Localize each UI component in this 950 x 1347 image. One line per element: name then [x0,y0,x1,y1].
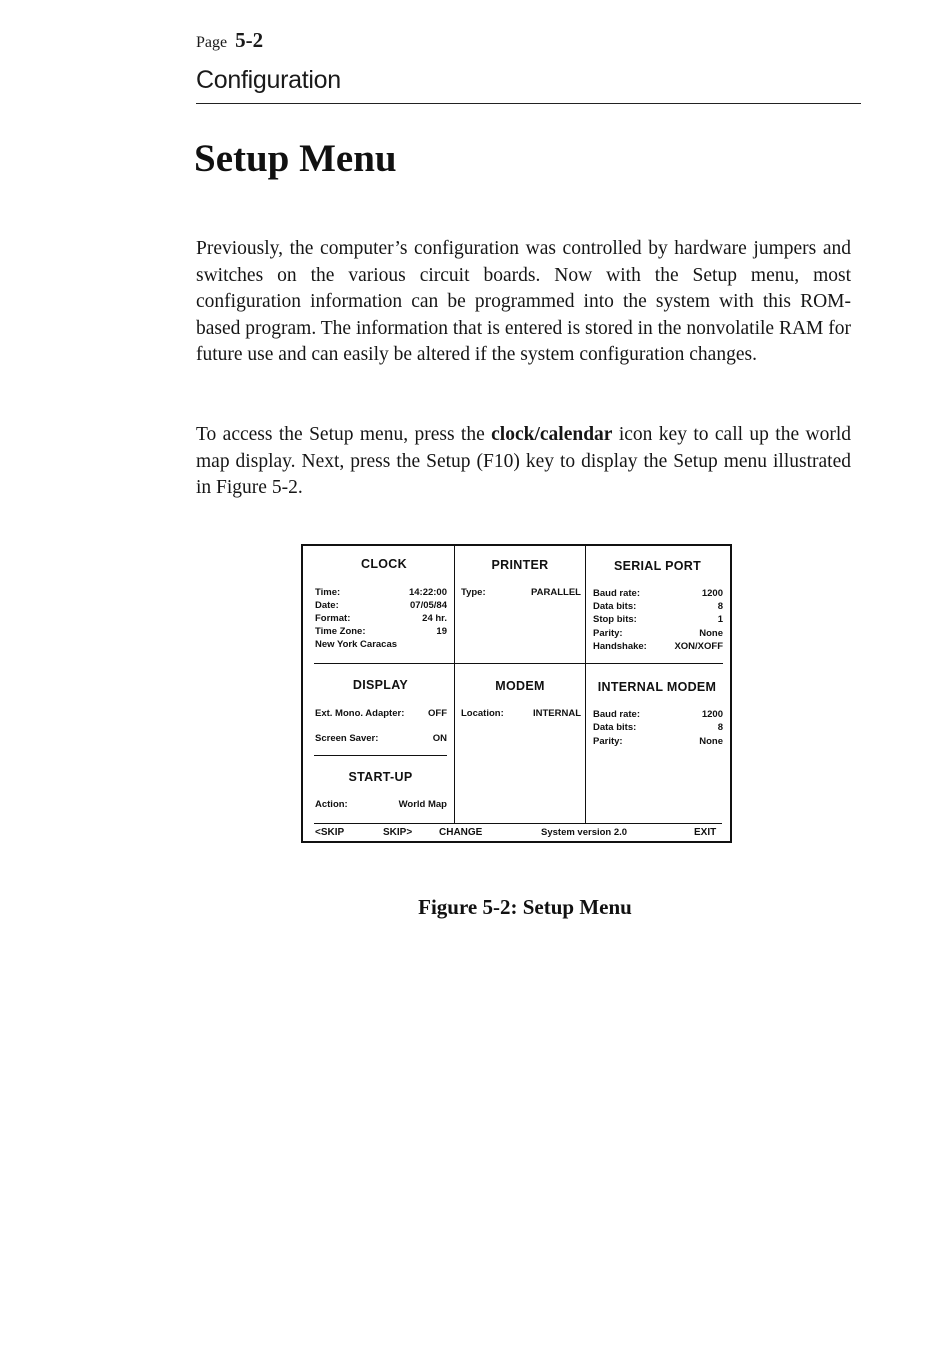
footer-rule [314,823,722,824]
time-zone-label: Time Zone: [315,626,366,637]
format-label: Format: [315,613,351,624]
header-divider [196,103,861,104]
startup-action-row [315,798,447,812]
mono-adapter-value: OFF [428,708,447,719]
clock-format-row [315,612,447,626]
skip-back-key[interactable]: <SKIP [315,827,345,838]
format-value: 24 hr. [422,613,447,624]
serial-stop-value: 1 [717,614,723,625]
clock-date-row [315,599,447,613]
modem-location-value: INTERNAL [532,708,581,719]
im-baud-row [593,708,723,722]
modem-location-row [461,707,581,721]
exit-key[interactable]: EXIT [694,827,717,838]
screen-saver-value: ON [432,733,447,744]
serial-bottom-rule [586,663,723,664]
im-baud-value: 1200 [701,709,723,720]
access-text-end: icon key to call up the world map display. Next, press the Setup (F10) key to display the Setup menu illustrated in Figure 5-2. [196,424,851,499]
intro-paragraph: Previously, the computer’s configuration was controlled by hardware jumpers and switches on the various circuit boards. Now with the Setup menu, most configuration information can be programmed into the system with this ROM-based program. The information that is entered is stored in the nonvolatile RAM for future use and can easily be altered if the system configuration changes. [196,238,851,366]
time-label: Time: [315,587,341,598]
display-bottom-rule [314,755,447,756]
figure-caption: Figure 5-2: Setup Menu [418,895,632,919]
serial-handshake-value: XON/XOFF [674,641,723,652]
mono-adapter-label: Ext. Mono. Adapter: [315,708,405,719]
display-saver-row [315,732,447,746]
serial-baud-value: 1200 [701,588,723,599]
date-value: 07/05/84 [410,600,447,611]
im-data-row [593,721,723,735]
im-parity-label: Parity: [593,736,623,747]
im-parity-row [593,735,723,749]
section-title: Configuration [196,66,341,94]
im-data-value: 8 [717,722,723,733]
clock-time-row [315,586,447,600]
date-label: Date: [315,600,339,611]
display-mono-row [315,707,447,721]
page-title: Setup Menu [194,137,397,180]
access-text-start: To access the Setup menu, press the [196,424,492,445]
serial-baud-row [593,587,723,601]
internal-modem-title: INTERNAL MODEM [597,680,717,694]
printer-bottom-rule [455,663,585,664]
page-header [196,28,263,53]
time-zone-value: 19 [436,626,447,637]
page-label: Page [196,34,228,51]
serial-stop-label: Stop bits: [593,614,637,625]
serial-parity-label: Parity: [593,628,623,639]
clock-bottom-rule [314,663,454,664]
printer-title: PRINTER [491,558,549,572]
clock-title: CLOCK [361,557,407,571]
serial-parity-row [593,627,723,641]
time-value: 14:22:00 [408,587,447,598]
modem-location-label: Location: [461,708,504,719]
im-baud-label: Baud rate: [593,709,640,720]
screen-saver-label: Screen Saver: [315,733,379,744]
access-paragraph [196,422,851,502]
printer-type-row [461,586,581,600]
serial-stop-row [593,613,723,627]
serial-handshake-row [593,640,723,654]
system-version: System version 2.0 [541,827,628,838]
im-parity-value: None [699,736,723,747]
page-number: 5-2 [235,28,264,52]
serial-data-value: 8 [717,601,723,612]
serial-port-title: SERIAL PORT [613,559,702,573]
serial-data-label: Data bits: [593,601,637,612]
change-key[interactable]: CHANGE [439,827,483,838]
time-zone-name: New York Caracas [315,639,398,650]
setup-menu-figure [301,544,732,843]
printer-type-value: PARALLEL [531,587,581,598]
printer-type-label: Type: [461,587,486,598]
clock-zone-row [315,625,447,639]
startup-action-value: World Map [398,799,447,810]
display-title: DISPLAY [352,678,409,692]
serial-handshake-label: Handshake: [593,641,647,652]
startup-action-label: Action: [315,799,348,810]
modem-title: MODEM [495,679,545,693]
serial-data-row [593,600,723,614]
skip-forward-key[interactable]: SKIP> [383,827,413,838]
im-data-label: Data bits: [593,722,637,733]
serial-parity-value: None [699,628,723,639]
serial-baud-label: Baud rate: [593,588,640,599]
clock-calendar-term: clock/calendar [491,424,613,445]
startup-title: START-UP [348,770,413,784]
